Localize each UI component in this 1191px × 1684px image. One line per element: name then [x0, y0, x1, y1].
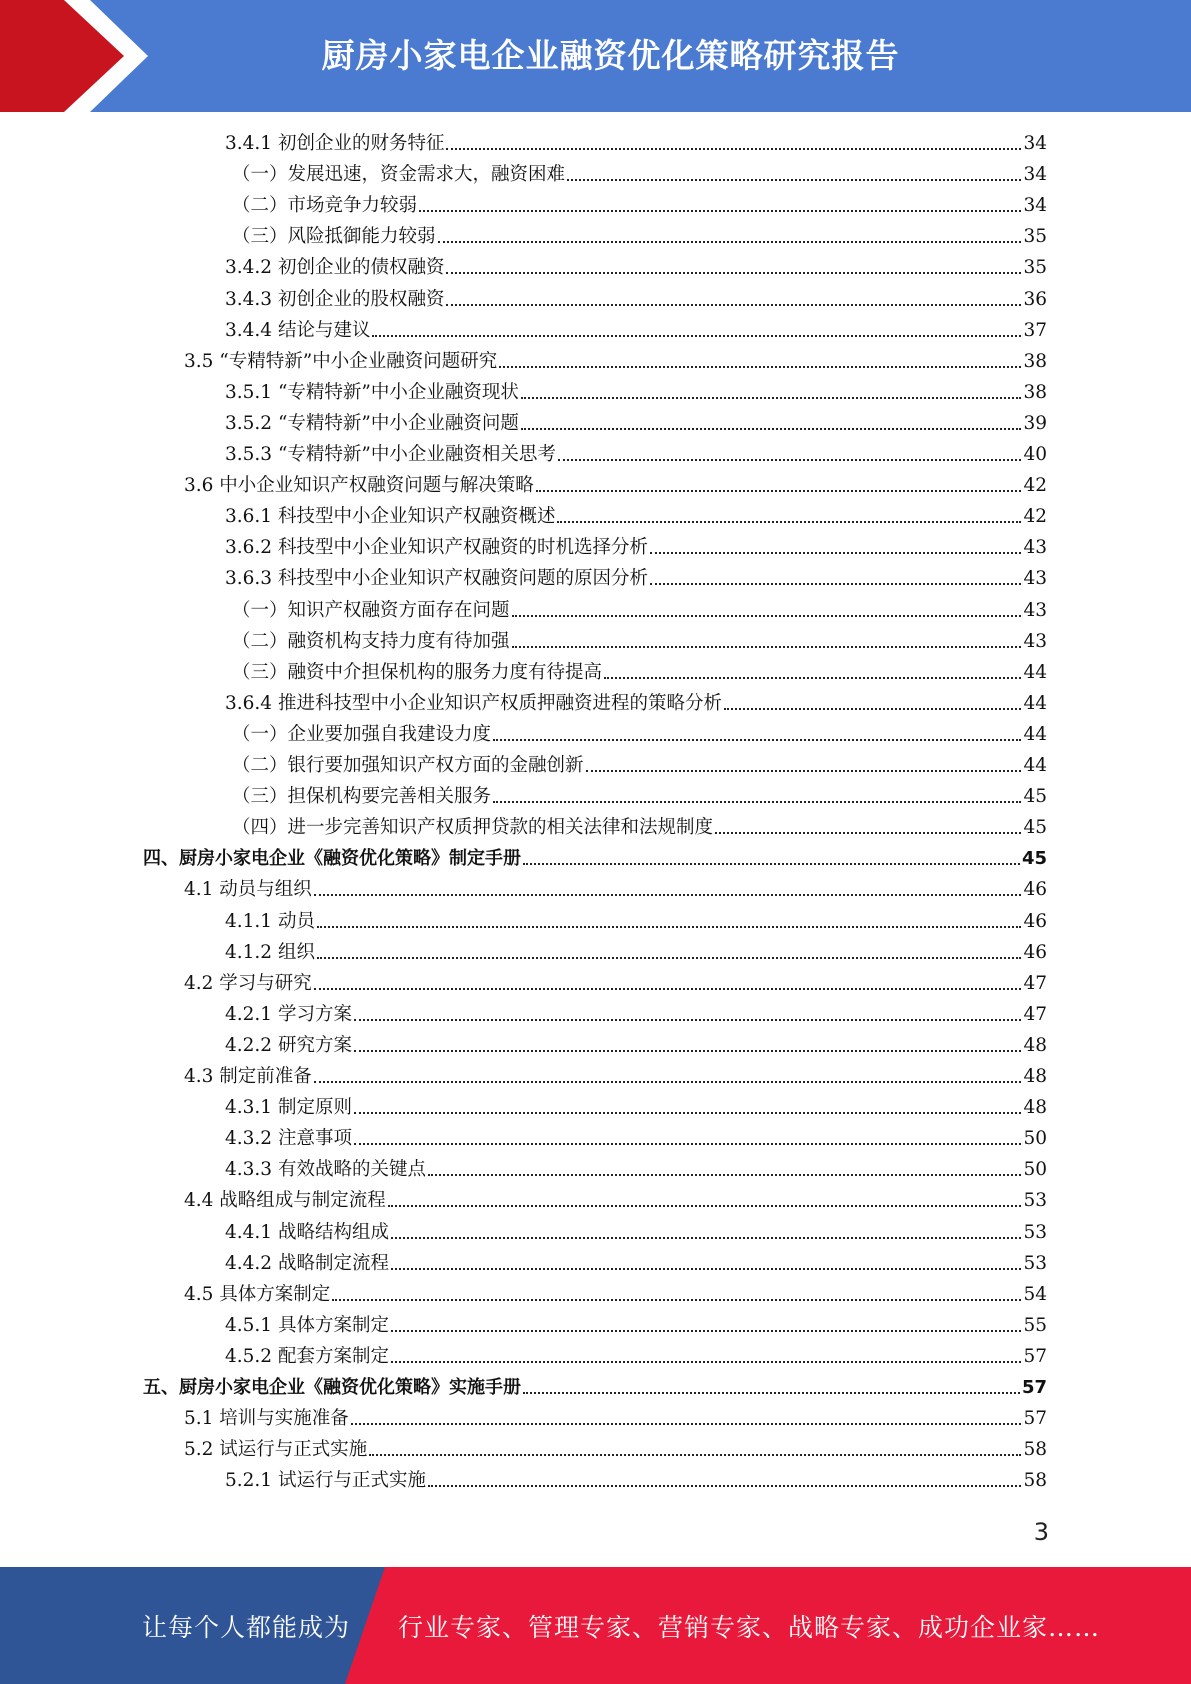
toc-entry-title: 4.4 战略组成与制定流程 [184, 1190, 386, 1212]
toc-entry-title: 3.6.1 科技型中小企业知识产权融资概述 [225, 506, 556, 528]
toc-entry[interactable] [232, 750, 1047, 781]
toc-entry-title: 4.4.2 战略制定流程 [225, 1252, 389, 1274]
toc-dot-leader [493, 738, 1021, 741]
toc-entry[interactable] [143, 1372, 1047, 1403]
toc-dot-leader [314, 1080, 1022, 1083]
toc-dot-leader [715, 831, 1021, 834]
toc-entry-page: 48 [1023, 1066, 1047, 1087]
toc-entry-page: 44 [1023, 661, 1047, 683]
toc-dot-leader [521, 396, 1022, 399]
toc-entry-title: 4.1 动员与组织 [184, 879, 312, 901]
toc-entry[interactable] [232, 812, 1047, 843]
toc-entry-page: 57 [1023, 1345, 1047, 1367]
toc-dot-leader [419, 209, 1021, 212]
page-footer [0, 1567, 1191, 1684]
toc-dot-leader [369, 1453, 1021, 1456]
toc-entry-title: 3.4.1 初创企业的财务特征 [225, 133, 445, 154]
toc-entry-title: 3.5.3 “专精特新”中小企业融资相关思考 [225, 444, 556, 465]
toc-dot-leader [536, 489, 1022, 492]
toc-dot-leader [388, 1204, 1022, 1207]
toc-entry-page: 50 [1023, 1128, 1047, 1150]
toc-entry-page: 53 [1023, 1252, 1047, 1274]
toc-dot-leader [650, 551, 1021, 554]
toc-entry-page: 55 [1023, 1314, 1047, 1336]
toc-entry-title: 4.1.2 组织 [225, 941, 315, 963]
toc-entry-page: 35 [1023, 257, 1047, 279]
toc-entry-title: 3.6.2 科技型中小企业知识产权融资的时机选择分析 [225, 537, 648, 559]
toc-entry-page: 34 [1023, 164, 1047, 186]
toc-entry-page: 34 [1023, 195, 1047, 217]
toc-entry-title: 4.2.2 研究方案 [225, 1034, 352, 1056]
toc-dot-leader [354, 1049, 1022, 1052]
toc-entry[interactable] [225, 252, 1047, 283]
toc-entry[interactable] [225, 937, 1047, 968]
toc-entry[interactable] [225, 501, 1047, 532]
toc-dot-leader [391, 1236, 1021, 1239]
toc-entry[interactable] [225, 688, 1047, 719]
toc-entry-title: 4.3.3 有效战略的关键点 [225, 1159, 426, 1181]
toc-dot-leader [391, 1329, 1021, 1332]
toc-entry[interactable] [184, 874, 1047, 905]
toc-dot-leader [586, 769, 1022, 772]
toc-dot-leader [314, 987, 1022, 990]
toc-entry-page: 46 [1023, 941, 1047, 963]
toc-entry-page: 53 [1023, 1221, 1047, 1243]
toc-dot-leader [512, 614, 1022, 617]
toc-entry-title: （二）银行要加强知识产权方面的金融创新 [232, 755, 584, 776]
report-title: 厨房小家电企业融资优化策略研究报告 [321, 35, 900, 75]
toc-entry-page: 45 [1023, 817, 1047, 839]
toc-entry[interactable] [225, 315, 1047, 346]
toc-entry-page: 44 [1023, 755, 1047, 776]
toc-entry-title: 4.5.1 具体方案制定 [225, 1314, 389, 1336]
toc-dot-leader [499, 365, 1021, 368]
toc-entry-page: 44 [1023, 692, 1047, 714]
toc-dot-leader [332, 1298, 1021, 1301]
toc-entry[interactable] [225, 377, 1047, 408]
toc-entry[interactable] [184, 470, 1047, 501]
toc-entry[interactable] [184, 1061, 1047, 1092]
toc-entry[interactable] [225, 532, 1047, 563]
toc-entry-page: 38 [1023, 350, 1047, 372]
toc-dot-leader [438, 240, 1022, 243]
toc-entry-page: 34 [1023, 133, 1047, 154]
toc-entry[interactable] [225, 1310, 1047, 1341]
toc-entry-page: 37 [1023, 319, 1047, 341]
toc-entry[interactable] [225, 1154, 1047, 1185]
toc-dot-leader [512, 645, 1022, 648]
toc-entry[interactable] [184, 346, 1047, 377]
toc-entry[interactable] [225, 1030, 1047, 1061]
toc-entry[interactable] [225, 1341, 1047, 1372]
toc-entry-page: 46 [1023, 910, 1047, 932]
toc-dot-leader [354, 1142, 1022, 1145]
toc-entry[interactable] [225, 1217, 1047, 1248]
toc-dot-leader [428, 1484, 1021, 1487]
header-chevron-decoration [0, 0, 150, 112]
toc-entry[interactable] [184, 1403, 1047, 1434]
toc-entry[interactable] [232, 781, 1047, 812]
toc-entry[interactable] [232, 221, 1047, 252]
toc-entry-page: 38 [1023, 381, 1047, 403]
toc-dot-leader [523, 1391, 1020, 1394]
toc-entry-page: 43 [1023, 568, 1047, 590]
toc-entry-page: 47 [1023, 1003, 1047, 1025]
toc-entry-title: 4.3.1 制定原则 [225, 1097, 352, 1119]
toc-entry-title: 3.5.1 “专精特新”中小企业融资现状 [225, 381, 519, 403]
toc-dot-leader [558, 458, 1022, 461]
toc-entry[interactable] [232, 657, 1047, 688]
toc-entry[interactable] [232, 595, 1047, 626]
toc-dot-leader [446, 271, 1021, 274]
toc-entry[interactable] [225, 439, 1047, 470]
toc-entry-page: 45 [1021, 848, 1047, 870]
toc-entry-title: （三）融资中介担保机构的服务力度有待提高 [232, 661, 603, 683]
toc-entry-title: （一）企业要加强自我建设力度 [232, 723, 492, 745]
toc-dot-leader [604, 676, 1021, 679]
toc-entry-page: 50 [1023, 1159, 1047, 1181]
toc-dot-leader [372, 334, 1021, 337]
toc-dot-leader [650, 582, 1021, 585]
toc-entry-page: 39 [1023, 412, 1047, 434]
toc-dot-leader [391, 1267, 1021, 1270]
toc-entry-page: 46 [1023, 879, 1047, 901]
toc-entry[interactable] [184, 1434, 1047, 1465]
toc-entry-page: 45 [1023, 786, 1047, 808]
toc-entry[interactable] [184, 1185, 1047, 1216]
toc-entry-page: 53 [1023, 1190, 1047, 1212]
toc-entry[interactable] [225, 999, 1047, 1030]
toc-entry[interactable] [184, 1279, 1047, 1310]
toc-dot-leader [724, 707, 1021, 710]
toc-entry-title: （一）知识产权融资方面存在问题 [232, 599, 510, 621]
toc-entry-page: 40 [1023, 444, 1047, 465]
toc-entry-page: 42 [1023, 506, 1047, 528]
toc-dot-leader [557, 520, 1021, 523]
toc-entry-page: 43 [1023, 537, 1047, 559]
toc-entry-title: （二）融资机构支持力度有待加强 [232, 630, 510, 652]
toc-entry[interactable] [143, 843, 1047, 874]
toc-entry-title: 4.5 具体方案制定 [184, 1283, 331, 1305]
toc-entry[interactable] [225, 1465, 1047, 1496]
toc-entry-title: 4.2.1 学习方案 [225, 1003, 352, 1025]
toc-entry-page: 43 [1023, 599, 1047, 621]
toc-entry[interactable] [184, 968, 1047, 999]
toc-entry[interactable] [225, 1248, 1047, 1279]
toc-entry-title: （四）进一步完善知识产权质押贷款的相关法律和法规制度 [232, 817, 714, 839]
toc-entry[interactable] [232, 719, 1047, 750]
toc-dot-leader [446, 147, 1021, 150]
toc-dot-leader [521, 427, 1022, 430]
toc-entry-title: 4.3.2 注意事项 [225, 1128, 352, 1150]
toc-dot-leader [317, 925, 1022, 928]
toc-entry-title: 四、厨房小家电企业《融资优化策略》制定手册 [143, 848, 521, 870]
page-number: 3 [1033, 1518, 1049, 1546]
toc-entry[interactable] [232, 190, 1047, 221]
toc-entry-title: 5.2 试运行与正式实施 [184, 1439, 368, 1461]
toc-dot-leader [351, 1422, 1022, 1425]
footer-slogan-right: 行业专家、管理专家、营销专家、战略专家、成功企业家…… [398, 1612, 1101, 1642]
toc-entry[interactable] [225, 128, 1047, 159]
toc-dot-leader [428, 1173, 1021, 1176]
toc-entry-page: 57 [1021, 1377, 1047, 1398]
toc-entry-page: 35 [1023, 226, 1047, 248]
toc-entry-title: 4.5.2 配套方案制定 [225, 1345, 389, 1367]
toc-entry-title: 5.1 培训与实施准备 [184, 1408, 349, 1430]
toc-entry-title: 5.2.1 试运行与正式实施 [225, 1470, 426, 1492]
toc-entry[interactable] [225, 1123, 1047, 1154]
toc-entry[interactable] [225, 906, 1047, 937]
toc-dot-leader [567, 178, 1021, 181]
toc-entry[interactable] [225, 284, 1047, 315]
toc-entry-title: 3.6.4 推进科技型中小企业知识产权质押融资进程的策略分析 [225, 692, 722, 714]
toc-entry-title: 3.4.4 结论与建议 [225, 319, 371, 341]
toc-entry-page: 36 [1023, 288, 1047, 310]
toc-dot-leader [314, 893, 1022, 896]
toc-entry-page: 43 [1023, 630, 1047, 652]
toc-entry-page: 58 [1023, 1439, 1047, 1461]
toc-entry-title: 3.4.3 初创企业的股权融资 [225, 288, 445, 310]
toc-entry-title: 4.2 学习与研究 [184, 972, 312, 994]
toc-entry[interactable] [232, 626, 1047, 657]
toc-dot-leader [317, 956, 1022, 959]
toc-entry-title: 3.6 中小企业知识产权融资问题与解决策略 [184, 475, 534, 497]
toc-entry-page: 54 [1023, 1283, 1047, 1305]
toc-entry-page: 42 [1023, 475, 1047, 497]
toc-dot-leader [446, 303, 1021, 306]
toc-entry-title: 3.4.2 初创企业的债权融资 [225, 257, 445, 279]
toc-entry[interactable] [225, 563, 1047, 594]
toc-entry[interactable] [232, 159, 1047, 190]
toc-entry[interactable] [225, 408, 1047, 439]
toc-entry-title: （二）市场竞争力较弱 [232, 195, 418, 217]
toc-entry-page: 57 [1023, 1408, 1047, 1430]
toc-entry-page: 48 [1023, 1097, 1047, 1119]
toc-dot-leader [493, 800, 1021, 803]
toc-entry-title: 五、厨房小家电企业《融资优化策略》实施手册 [143, 1377, 521, 1398]
footer-slogan-left: 让每个人都能成为 [142, 1612, 351, 1642]
toc-entry-page: 48 [1023, 1034, 1047, 1056]
toc-dot-leader [523, 862, 1020, 865]
toc-entry-title: （一）发展迅速，资金需求大，融资困难 [232, 164, 566, 186]
toc-entry-title: 3.5 “专精特新”中小企业融资问题研究 [184, 350, 498, 372]
toc-entry-title: 3.5.2 “专精特新”中小企业融资问题 [225, 412, 519, 434]
toc-dot-leader [391, 1360, 1021, 1363]
toc-entry-page: 44 [1023, 723, 1047, 745]
toc-entry-page: 58 [1023, 1470, 1047, 1492]
toc-dot-leader [354, 1111, 1022, 1114]
toc-entry-title: （三）风险抵御能力较弱 [232, 226, 436, 248]
toc-entry-title: （三）担保机构要完善相关服务 [232, 786, 492, 808]
toc-entry-title: 4.1.1 动员 [225, 910, 315, 932]
page-header [0, 0, 1191, 112]
toc-entry-title: 3.6.3 科技型中小企业知识产权融资问题的原因分析 [225, 568, 648, 590]
toc-entry[interactable] [225, 1092, 1047, 1123]
toc-entry-title: 4.3 制定前准备 [184, 1066, 312, 1087]
toc-dot-leader [354, 1018, 1022, 1021]
toc-entry-page: 47 [1023, 972, 1047, 994]
toc-entry-title: 4.4.1 战略结构组成 [225, 1221, 389, 1243]
